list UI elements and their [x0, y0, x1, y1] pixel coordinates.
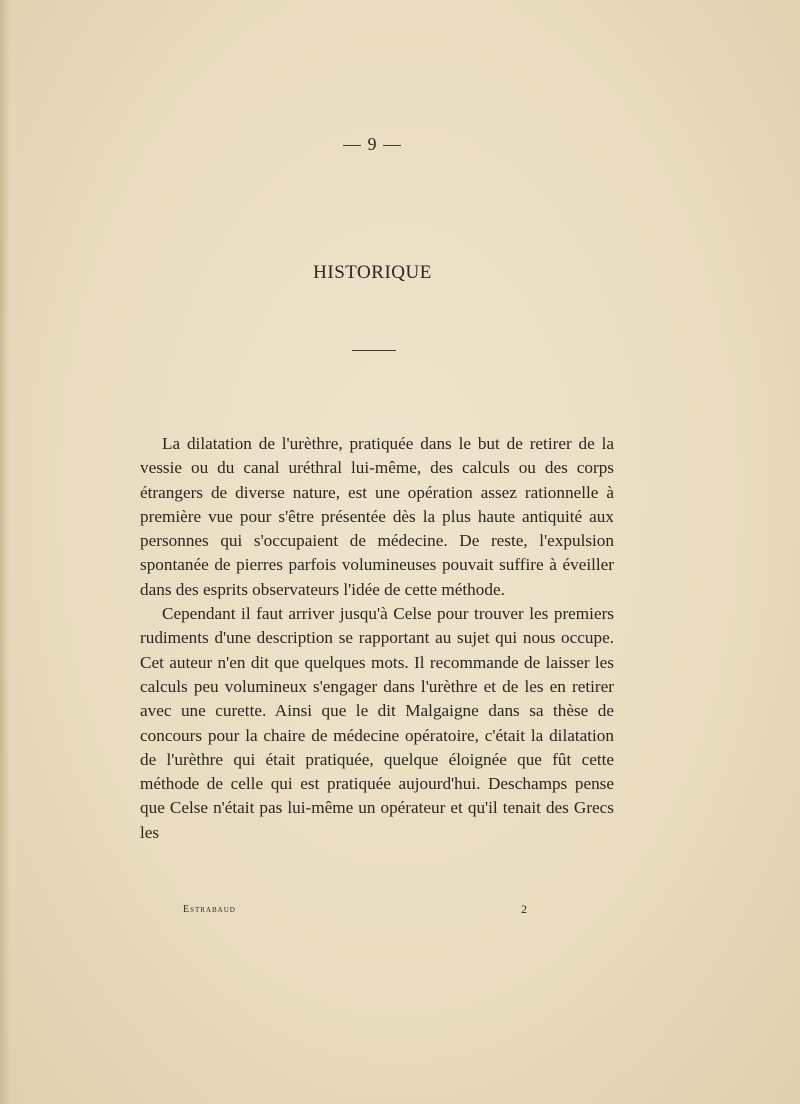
footer-signature-mark: 2 [521, 902, 528, 916]
page-number: — 9 — [343, 134, 402, 154]
section-title: HISTORIQUE [313, 262, 432, 283]
title-divider [352, 350, 396, 351]
footer-author: Estrabaud [183, 904, 236, 915]
paragraph-2: Cependant il faut arriver jusqu'à Celse pour trouver les premiers rudiments d'une description se rapportant au sujet qui nous occupe. Cet auteur n'en dit que quelques mots. Il recommande de laisser les calculs peu volumineux s'engager dans l'urèthre et de les en retirer avec une curette. Ainsi que le dit Malgaigne dans sa thèse de concours pour la chaire de médecine opératoire, c'était la dilatation de l'urèthre qui était pratiquée, quelque éloignée que fût cette méthode de celle qui est pratiquée aujourd'hui. Deschamps pense que Celse n'était pas lui-même un opérateur et qu'il tenait des Grecs les [140, 604, 614, 842]
paragraph-1: La dilatation de l'urèthre, pratiquée dans le but de retirer de la vessie ou du canal uréthral lui-même, des calculs ou des corps étrangers de diverse nature, est une opération assez rationnelle à première vue pour s'être présentée dès la plus haute antiquité aux personnes qui s'occupaient de médecine. De reste, l'expulsion spontanée de pierres parfois volumineuses pouvait suffire à éveiller dans des esprits observateurs l'idée de cette méthode. [140, 434, 614, 599]
body-text [140, 432, 614, 845]
page-edge-shadow [0, 0, 10, 1104]
